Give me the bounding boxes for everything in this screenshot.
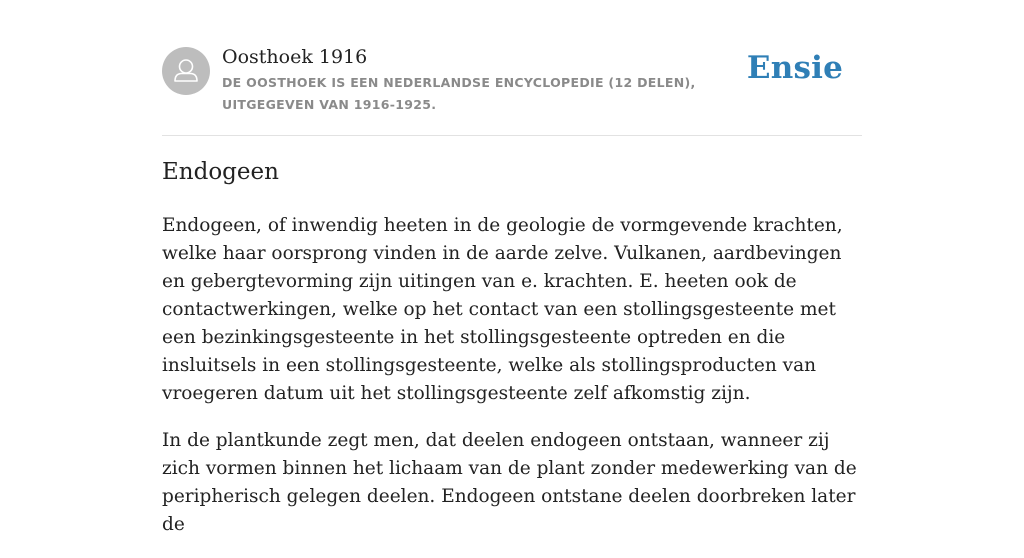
user-icon [162, 47, 210, 95]
article-body [162, 212, 862, 558]
article-title: Endogeen [162, 159, 279, 185]
source-title[interactable]: Oosthoek 1916 [222, 46, 368, 68]
source-header [162, 0, 862, 136]
user-icon-graphic [162, 47, 210, 95]
article-paragraph-2: In de plantkunde zegt men, dat deelen endogeen ontstaan, wanneer zij zich vormen binnen het lichaam van de plant zonder medewerking van de peripherisch gelegen deelen. Endogeen ontstane deelen doorbreken later de [162, 430, 857, 535]
source-description: DE OOSTHOEK IS EEN NEDERLANDSE ENCYCLOPEDIE (12 DELEN), UITGEGEVEN VAN 1916-1925. [222, 75, 696, 112]
page-container [162, 0, 862, 535]
ensie-logo[interactable]: Ensie [746, 50, 843, 86]
article-paragraph-1: Endogeen, of inwendig heeten in de geologie de vormgevende krachten, welke haar oorsprong vinden in de aarde zelve. Vulkanen, aardbevingen en gebergtevorming zijn uitingen van e. krachten. E. heeten ook de contactwerkingen, welke op het contact van een stollingsgesteente met een bezinkingsgesteente in het stollingsgesteente optreden en die insluitsels in een stollingsgesteente, welke als stollingsproducten van vroegeren datum uit het stollingsgesteente zelf afkomstig zijn. [162, 215, 843, 404]
